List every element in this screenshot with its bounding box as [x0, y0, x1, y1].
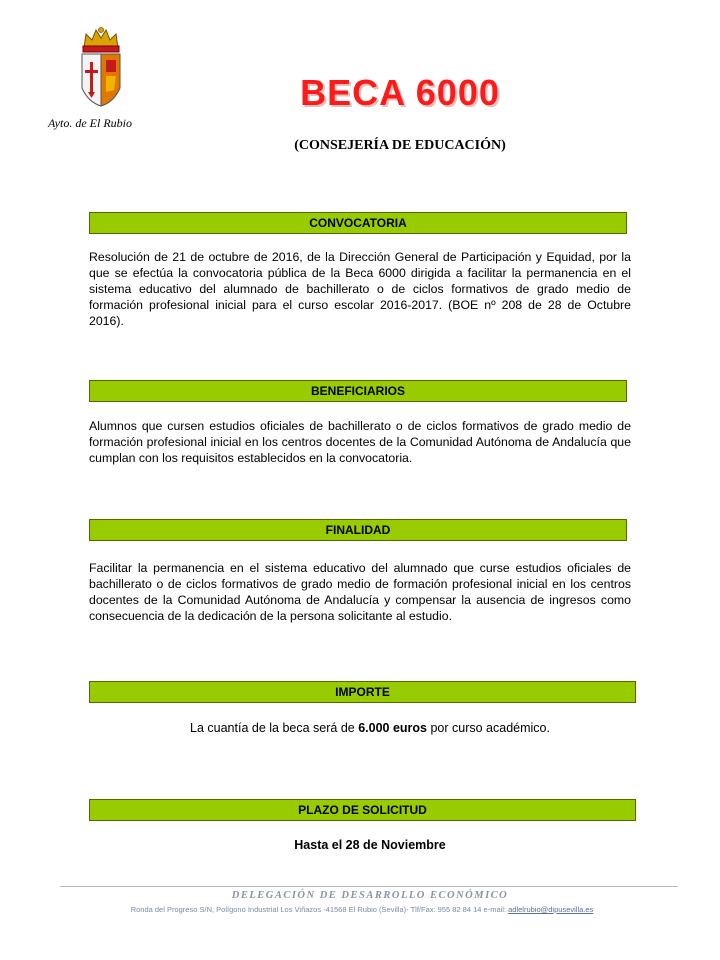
page-subtitle: (CONSEJERÍA DE EDUCACIÓN) — [294, 138, 506, 153]
section-heading-finalidad: FINALIDAD — [89, 519, 627, 541]
section-body-importe — [0, 721, 720, 735]
section-heading-plazo: PLAZO DE SOLICITUD — [89, 799, 636, 821]
section-body-beneficiarios: Alumnos que cursen estudios oficiales de bachillerato o de ciclos formativos de grado medio de formación profesional inicial en los centros docentes de la Comunidad Autónoma de Andalucía que cumplan con los requisitos establecidos en la convocatoria. — [89, 419, 631, 465]
section-heading-convocatoria: CONVOCATORIA — [89, 212, 627, 234]
footer-address-text: Ronda del Progreso S/N, Polígono Industrial Los Viñazos -41568 El Rubio (Sevilla)- Tlf/Fax: 955 82 84 14 e-mail: — [130, 905, 509, 914]
footer-address — [0, 905, 720, 914]
section-body-convocatoria: Resolución de 21 de octubre de 2016, de la Dirección General de Participación y Equidad, por la que se efectúa la convocatoria pública de la Beca 6000 dirigida a facilitar la permanencia en el sistema educativo del alumnado de bachillerato o de ciclos formativos de grado medio de formación profesional inicial para el curso escolar 2016-2017. (BOE nº 208 de 28 de Octubre 2016). — [89, 250, 631, 328]
importe-text-post: por curso académico. — [427, 721, 550, 735]
section-body-finalidad: Facilitar la permanencia en el sistema educativo del alumnado que curse estudios oficiales de bachillerato o de ciclos formativos de grado medio de formación profesional inicial en los centros docentes de la Comunidad Autónoma de Andalucía y compensar la ausencia de ingresos como consecuencia de la dedicación de la persona solicitante al estudio. — [89, 561, 631, 623]
section-heading-beneficiarios: BENEFICIARIOS — [89, 380, 627, 402]
footer-email-link[interactable]: adlelrubio@dipusevilla.es — [508, 905, 594, 914]
importe-text-pre: La cuantía de la beca será de — [190, 721, 359, 735]
page-title: BECA 6000 — [300, 72, 500, 113]
footer-department: DELEGACIÓN DE DESARROLLO ECONÓMICO — [231, 890, 509, 901]
section-body-plazo: Hasta el 28 de Noviembre — [294, 838, 446, 852]
municipality-name: Ayto. de El Rubio — [48, 116, 132, 130]
importe-amount: 6.000 euros — [358, 721, 427, 735]
section-heading-importe: IMPORTE — [89, 681, 636, 703]
footer-divider — [60, 886, 678, 887]
